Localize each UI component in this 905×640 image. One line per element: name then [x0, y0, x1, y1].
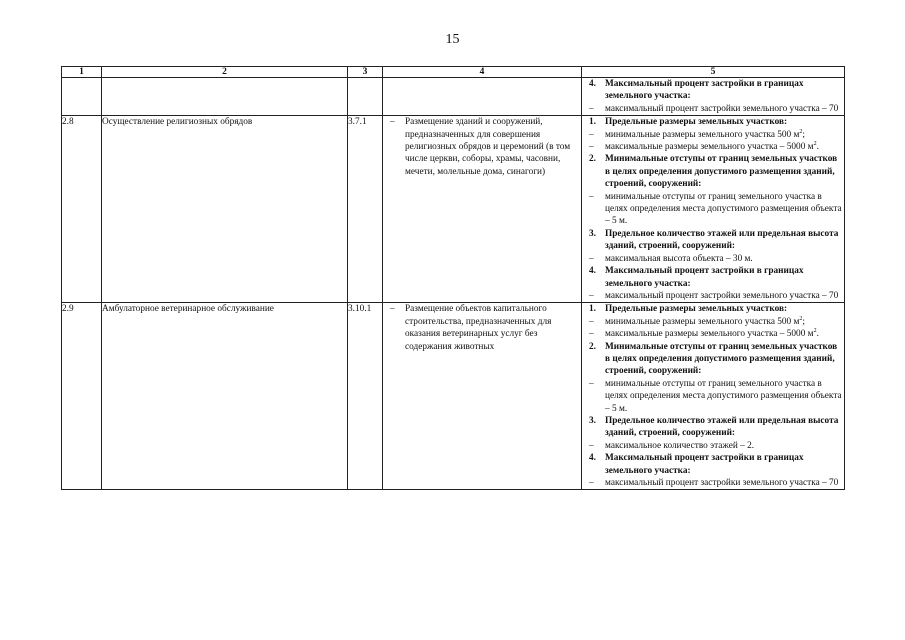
param-value-text: максимальный процент застройки земельного участка – 70: [605, 103, 839, 114]
param-value-text: максимальный процент застройки земельного участка – 70: [605, 478, 839, 488]
dash-mark: –: [589, 316, 594, 327]
param-number: 3.: [589, 228, 596, 239]
param-item: [582, 253, 844, 265]
param-number: 4.: [589, 266, 596, 277]
param-number: 2.: [589, 341, 596, 352]
param-item: [582, 129, 844, 141]
empty-cell: [102, 78, 348, 116]
param-value: [605, 477, 844, 489]
params-cell: [582, 78, 845, 116]
continuation-row: [62, 78, 845, 116]
param-value-text: минимальные размеры земельного участка 500 м: [605, 316, 800, 327]
param-heading: [582, 78, 844, 103]
param-title: Предельные размеры земельных участков:: [605, 304, 788, 315]
dash-mark: –: [589, 191, 594, 202]
param-heading: [582, 303, 844, 315]
superscript: 2: [813, 328, 817, 335]
zoning-table: [61, 66, 845, 490]
param-number: 4.: [589, 79, 596, 89]
param-value: [605, 316, 844, 328]
superscript: 2: [799, 128, 803, 135]
param-title: Предельные размеры земельных участков:: [605, 117, 788, 128]
param-value: [605, 103, 844, 115]
param-value-text: максимальное количество этажей – 2.: [605, 440, 755, 451]
param-number: 4.: [589, 453, 596, 464]
table-row: [62, 116, 845, 303]
params-cell: [582, 303, 845, 490]
param-item: [582, 477, 844, 489]
param-item: [582, 103, 844, 115]
empty-cell: [348, 78, 383, 116]
dash-mark: –: [390, 117, 395, 128]
param-heading: [582, 116, 844, 128]
use-code: 3.10.1: [348, 303, 383, 490]
param-number: 2.: [589, 154, 596, 165]
param-title: Максимальный процент застройки в границах земельного участка:: [605, 266, 804, 289]
param-title: Минимальные отступы от границ земельных участков в целях определения допустимого размещения зданий, строений, сооружений:: [605, 154, 838, 190]
column-header-3: 3: [348, 67, 383, 78]
param-value-text: минимальные отступы от границ земельного участка в целях определения места допустимого размещения объекта – 5 м.: [605, 191, 842, 227]
dash-mark: –: [589, 478, 594, 488]
param-heading: [582, 415, 844, 440]
use-description: Размещение объектов капитального строительства, предназначенных для оказания ветеринарных услуг без содержания животных: [405, 304, 552, 352]
use-description: Размещение зданий и сооружений, предназначенных для совершения религиозных обрядов и церемоний (в том числе церкви, соборы, храмы, часовни, мечети, молельные дома, синагоги): [405, 117, 571, 177]
punctuation: ;: [802, 316, 806, 327]
param-number: 1.: [589, 304, 596, 315]
dash-mark: –: [589, 440, 594, 451]
param-title: Предельное количество этажей или предельная высота зданий, строений, сооружений:: [605, 228, 839, 252]
param-value: [605, 253, 844, 265]
param-heading: [582, 341, 844, 378]
param-value: [605, 191, 844, 228]
superscript: 2: [799, 315, 803, 322]
param-value-text: максимальная высота объекта – 30 м.: [605, 253, 753, 264]
param-value: [605, 440, 844, 452]
empty-cell: [383, 78, 582, 116]
param-title: Максимальный процент застройки в границах земельного участка:: [605, 453, 804, 476]
dash-mark: –: [390, 304, 395, 315]
param-value: [605, 129, 844, 141]
param-heading: [582, 265, 844, 290]
punctuation: .: [816, 329, 819, 340]
row-number: 2.9: [62, 303, 102, 490]
param-value-text: максимальные размеры земельного участка – 5000 м: [605, 142, 814, 153]
param-title: Максимальный процент застройки в границах земельного участка:: [605, 79, 804, 102]
use-name: Амбулаторное ветеринарное обслуживание: [102, 303, 348, 490]
param-heading: [582, 153, 844, 190]
punctuation: .: [816, 142, 819, 153]
column-header-2: 2: [102, 67, 348, 78]
param-item: [582, 191, 844, 228]
use-code: 3.7.1: [348, 116, 383, 303]
param-value-text: максимальные размеры земельного участка – 5000 м: [605, 329, 814, 340]
param-number: 3.: [589, 415, 596, 426]
superscript: 2: [813, 140, 817, 147]
column-header-5: 5: [582, 67, 845, 78]
param-value: [605, 378, 844, 415]
param-item: [582, 440, 844, 452]
param-title: Минимальные отступы от границ земельных участков в целях определения допустимого размещения зданий, строений, сооружений:: [605, 341, 838, 377]
row-number: 2.8: [62, 116, 102, 303]
param-value-text: минимальные размеры земельного участка 500 м: [605, 129, 800, 140]
punctuation: ;: [802, 129, 806, 140]
param-item: [582, 316, 844, 328]
param-heading: [582, 452, 844, 477]
page-number: 15: [445, 32, 460, 47]
dash-mark: –: [589, 290, 594, 301]
column-header-1: 1: [62, 67, 102, 78]
use-description-cell: [383, 116, 582, 303]
dash-mark: –: [589, 378, 594, 389]
dash-mark: –: [589, 129, 594, 140]
empty-cell: [62, 78, 102, 116]
use-name: Осуществление религиозных обрядов: [102, 116, 348, 303]
param-value-text: минимальные отступы от границ земельного участка в целях определения места допустимого размещения объекта – 5 м.: [605, 378, 842, 414]
param-heading: [582, 228, 844, 253]
header-row: [62, 67, 845, 78]
param-item: [582, 290, 844, 302]
use-description-cell: [383, 303, 582, 490]
dash-mark: –: [589, 329, 594, 340]
param-item: [582, 328, 844, 340]
dash-mark: –: [589, 253, 594, 264]
param-number: 1.: [589, 117, 596, 128]
param-item: [582, 378, 844, 415]
param-title: Предельное количество этажей или предельная высота зданий, строений, сооружений:: [605, 415, 839, 439]
dash-mark: –: [589, 142, 594, 153]
table-row: [62, 303, 845, 490]
param-value: [605, 290, 844, 302]
column-header-4: 4: [383, 67, 582, 78]
param-value-text: максимальный процент застройки земельного участка – 70: [605, 290, 839, 301]
param-value: [605, 328, 844, 340]
param-item: [582, 141, 844, 153]
params-cell: [582, 116, 845, 303]
dash-mark: –: [589, 103, 594, 114]
param-value: [605, 141, 844, 153]
